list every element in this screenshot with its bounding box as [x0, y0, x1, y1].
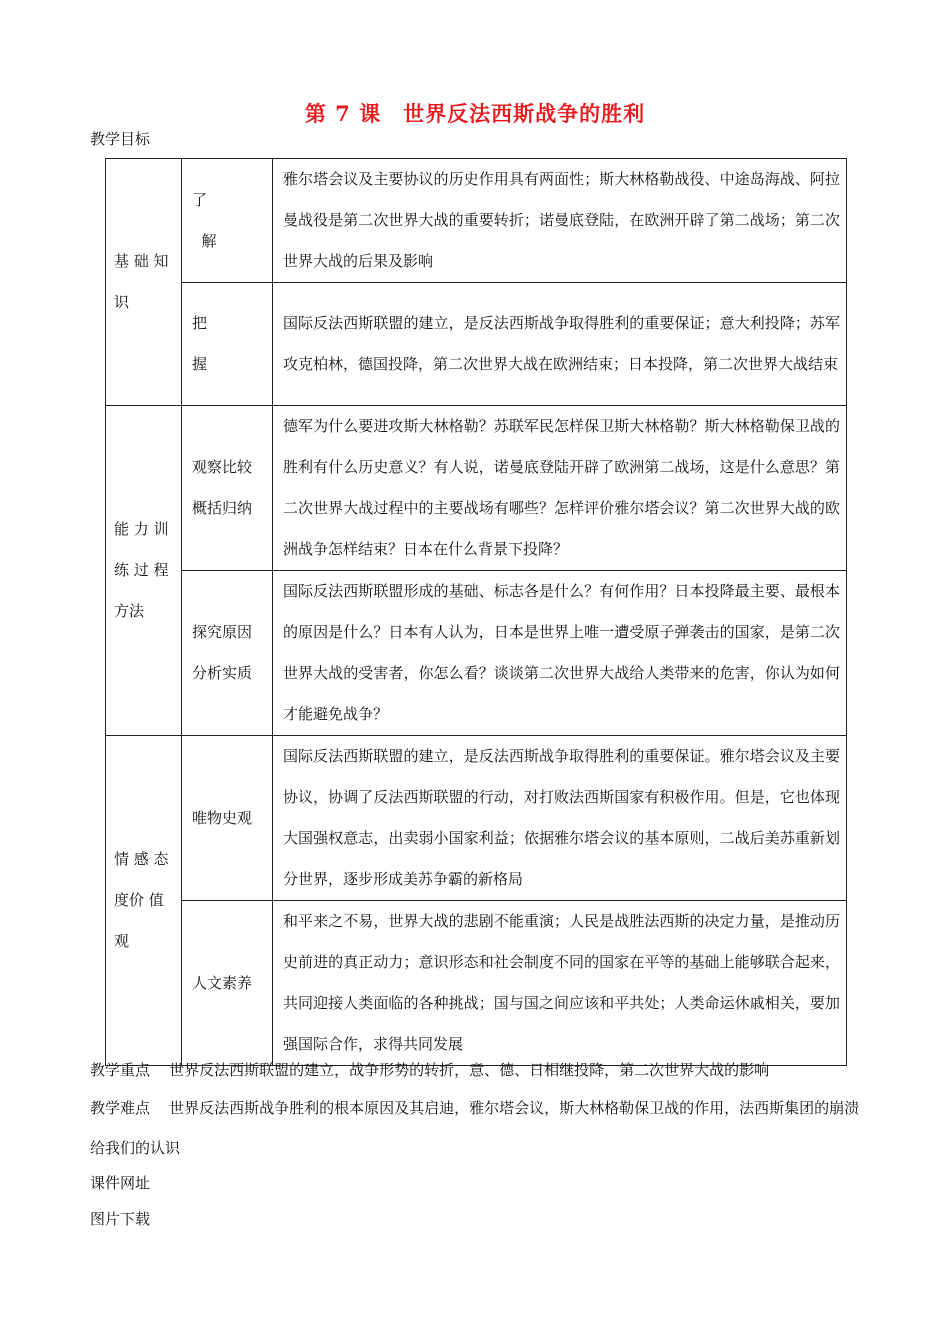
teaching-focus-label: 教学重点	[90, 1061, 151, 1079]
subcategory-line: 唯物史观	[192, 808, 253, 827]
category-line: 度价 值	[114, 891, 164, 909]
teaching-difficulty-label: 教学难点	[90, 1099, 151, 1117]
page-title: 第 7 课 世界反法西斯战争的胜利	[304, 101, 646, 126]
table-row	[106, 571, 847, 736]
subcategory-line: 握	[192, 355, 208, 373]
objectives-label: 教学目标	[90, 130, 151, 148]
subcategory-cell	[182, 901, 273, 1066]
subcategory-line: 了	[192, 190, 208, 209]
teaching-difficulty-text: 世界反法西斯战争胜利的根本原因及其启迪，雅尔塔会议，斯大林格勒保卫战的作用，法西斯集团的崩溃给我们的认识	[90, 1099, 860, 1157]
category-line: 情 感 态	[114, 850, 169, 868]
table-row	[106, 736, 847, 901]
category-line: 方法	[114, 602, 145, 620]
content-cell: 国际反法西斯联盟的建立，是反法西斯战争取得胜利的重要保证；意大利投降；苏军攻克柏林，德国投降，第二次世界大战在欧洲结束；日本投降，第二次世界大战结束	[273, 283, 847, 406]
category-cell	[106, 159, 182, 406]
category-cell	[106, 406, 182, 736]
content-cell: 国际反法西斯联盟形成的基础、标志各是什么？有何作用？日本投降最主要、最根本的原因是什么？日本有人认为，日本是世界上唯一遭受原子弹袭击的国家，是第二次世界大战的受害者，你怎么看？谈谈第二次世界大战给人类带来的危害，你认为如何才能避免战争？	[273, 571, 847, 736]
category-line: 观	[114, 932, 130, 950]
teaching-focus	[90, 1052, 860, 1088]
teaching-difficulty	[90, 1088, 860, 1168]
content-cell: 国际反法西斯联盟的建立，是反法西斯战争取得胜利的重要保证。雅尔塔会议及主要协议，协调了反法西斯联盟的行动，对打败法西斯国家有积极作用。但是，它也体现大国强权意志，出卖弱小国家利益；依据雅尔塔会议的基本原则，二战后美苏重新划分世界，逐步形成美苏争霸的新格局	[273, 736, 847, 901]
category-line: 基 础 知	[114, 252, 169, 270]
table-row	[106, 283, 847, 406]
objectives-table	[105, 158, 847, 1066]
category-line: 能 力 训	[114, 520, 169, 538]
subcategory-line: 分析实质	[192, 664, 253, 682]
category-line: 练 过 程	[114, 561, 169, 579]
table-row	[106, 159, 847, 283]
image-download-label: 图片下载	[90, 1210, 151, 1228]
subcategory-line: 观察比较	[192, 458, 253, 476]
content-cell: 德军为什么要进攻斯大林格勒？苏联军民怎样保卫斯大林格勒？斯大林格勒保卫战的胜利有什么历史意义？有人说，诺曼底登陆开辟了欧洲第二战场，这是什么意思？第二次世界大战过程中的主要战场有哪些？怎样评价雅尔塔会议？第二次世界大战的欧洲战争怎样结束？日本在什么背景下投降？	[273, 406, 847, 571]
category-cell	[106, 736, 182, 1066]
content-cell: 雅尔塔会议及主要协议的历史作用具有两面性；斯大林格勒战役、中途岛海战、阿拉曼战役是第二次世界大战的重要转折；诺曼底登陆，在欧洲开辟了第二战场；第二次世界大战的后果及影响	[273, 159, 847, 283]
subcategory-line: 把	[192, 314, 208, 332]
subcategory-cell	[182, 406, 273, 571]
content-cell: 和平来之不易，世界大战的悲剧不能重演；人民是战胜法西斯的决定力量，是推动历史前进的真正动力；意识形态和社会制度不同的国家在平等的基础上能够联合起来，共同迎接人类面临的各种挑战；国与国之间应该和平共处；人类命运休戚相关，要加强国际合作，求得共同发展	[273, 901, 847, 1066]
subcategory-line: 人文素养	[192, 973, 253, 992]
table-row	[106, 406, 847, 571]
subcategory-cell	[182, 571, 273, 736]
subcategory-cell	[182, 159, 273, 283]
subcategory-line: 概括归纳	[192, 499, 253, 517]
teaching-focus-text: 世界反法西斯联盟的建立，战争形势的转折，意、德、日相继投降，第二次世界大战的影响	[169, 1061, 770, 1079]
subcategory-line: 探究原因	[192, 623, 253, 641]
category-line: 识	[114, 293, 130, 311]
subcategory-cell	[182, 283, 273, 406]
subcategory-line: 解	[192, 231, 217, 250]
subcategory-cell	[182, 736, 273, 901]
courseware-link-label: 课件网址	[90, 1174, 151, 1192]
table-row	[106, 901, 847, 1066]
